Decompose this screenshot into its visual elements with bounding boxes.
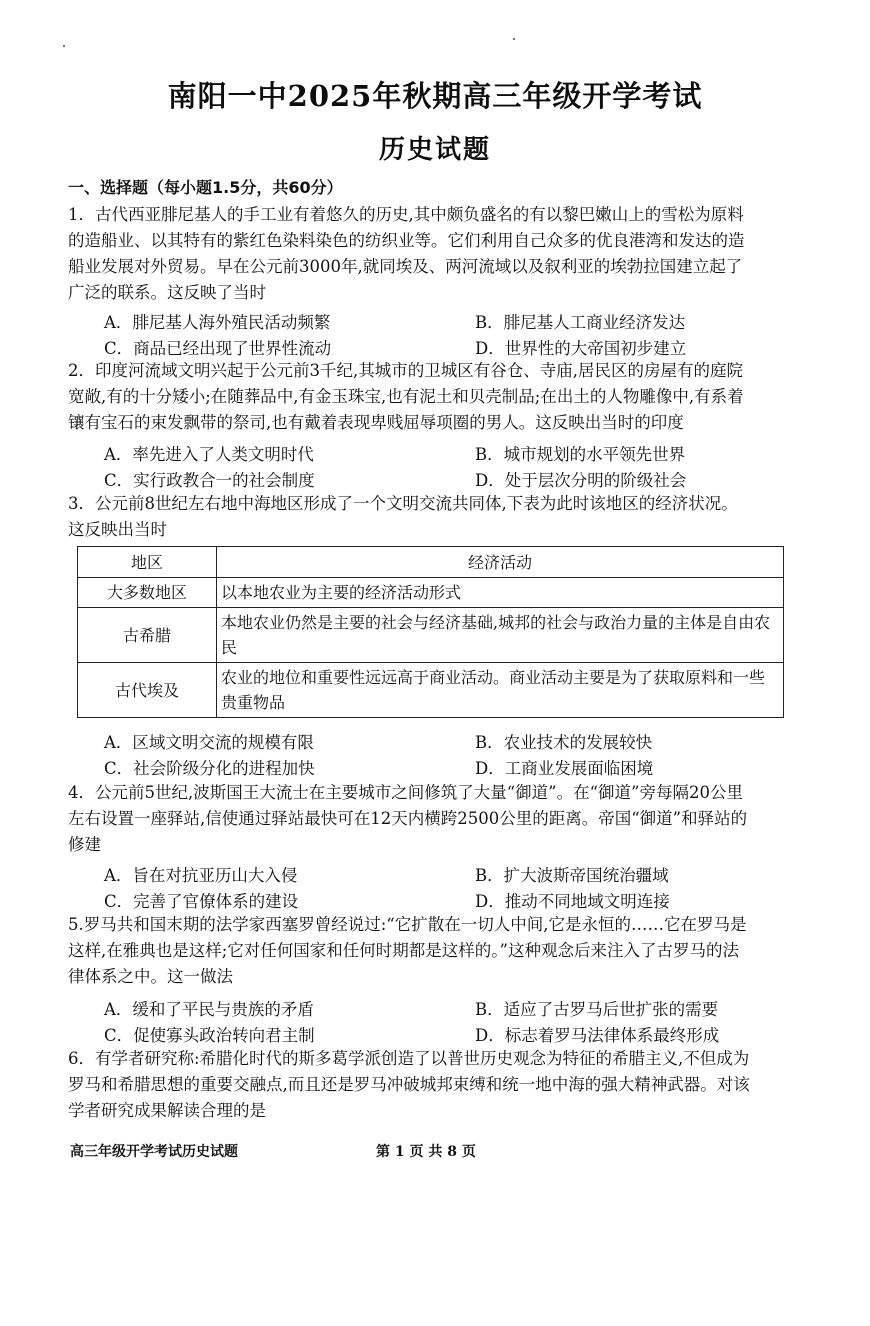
question-5-option-b: B．适应了古罗马后世扩张的需要	[475, 1000, 719, 1019]
table-header-row	[78, 547, 784, 578]
question-2-line: 镶有宝石的束发飘带的祭司,也有戴着表现卑贱屈辱项圈的男人。这反映出当时的印度	[68, 413, 684, 432]
question-1-line: 的造船业、以其特有的紫红色染料染色的纺织业等。它们利用自己众多的优良港湾和发达的造	[68, 231, 745, 250]
footer-exam-name: 高三年级开学考试历史试题	[70, 1144, 238, 1160]
question-1-option-a: A．腓尼基人海外殖民活动频繁	[104, 313, 331, 332]
question-5-option-a: A．缓和了平民与贵族的矛盾	[104, 1000, 314, 1019]
question-5-option-d: D．标志着罗马法律体系最终形成	[475, 1026, 720, 1045]
table-header-activity: 经济活动	[217, 547, 784, 578]
question-4-option-c: C．完善了官僚体系的建设	[104, 892, 299, 911]
question-2-option-c: C．实行政教合一的社会制度	[104, 471, 315, 490]
question-1-option-c: C．商品已经出现了世界性流动	[104, 339, 332, 358]
table-cell-activity: 以本地农业为主要的经济活动形式	[217, 578, 784, 608]
question-2-line: 宽敞,有的十分矮小;在随葬品中,有金玉珠宝,也有泥土和贝壳制品;在出土的人物雕像中,有系着	[68, 387, 744, 406]
question-3-option-c: C．社会阶级分化的进程加快	[104, 759, 315, 778]
question-3-option-b: B．农业技术的发展较快	[475, 733, 653, 752]
question-2-option-d: D．处于层次分明的阶级社会	[475, 471, 687, 490]
question-4-line: 修建	[68, 835, 101, 854]
exam-subtitle: 历史试题	[378, 135, 491, 165]
question-6-line: 6．有学者研究称:希腊化时代的斯多葛学派创造了以普世历史观念为特征的希腊主义,不但成为	[68, 1049, 750, 1068]
question-1-line: 船业发展对外贸易。早在公元前3000年,就同埃及、两河流域以及叙利亚的埃勃拉国建立起了	[68, 257, 743, 276]
question-6-line: 学者研究成果解读合理的是	[68, 1101, 266, 1120]
table-cell-region: 大多数地区	[78, 578, 217, 608]
exam-title: 南阳一中2025年秋期高三年级开学考试	[167, 79, 703, 113]
question-4-line: 4．公元前5世纪,波斯国王大流士在主要城市之间修筑了大量“御道”。在“御道”旁每隔20公里	[68, 783, 743, 802]
question-4-option-b: B．扩大波斯帝国统治疆域	[475, 866, 669, 885]
question-5-option-c: C．促使寡头政治转向君主制	[104, 1026, 315, 1045]
question-1-line: 1．古代西亚腓尼基人的手工业有着悠久的历史,其中颇负盛名的有以黎巴嫩山上的雪松为原料	[68, 205, 744, 224]
table-row	[78, 608, 784, 663]
question-1-line: 广泛的联系。这反映了当时	[68, 283, 266, 302]
table-cell-activity: 本地农业仍然是主要的社会与经济基础,城邦的社会与政治力量的主体是自由农民	[217, 608, 784, 663]
table-header-region: 地区	[78, 547, 217, 578]
table-row	[78, 578, 784, 608]
table-cell-region: 古希腊	[78, 608, 217, 663]
question-3-option-d: D．工商业发展面临困境	[475, 759, 654, 778]
question-3-option-a: A．区域文明交流的规模有限	[104, 733, 314, 752]
table-row	[78, 663, 784, 718]
question-1-option-b: B．腓尼基人工商业经济发达	[475, 313, 686, 332]
question-4-option-a: A．旨在对抗亚历山大入侵	[104, 866, 298, 885]
section-heading: 一、选择题（每小题1.5分，共60分）	[68, 178, 343, 197]
question-4-line: 左右设置一座驿站,信使通过驿站最快可在12天内横跨2500公里的距离。帝国“御道”和驿站的	[68, 809, 748, 828]
scan-speck	[513, 38, 515, 40]
question-3-line: 这反映出当时	[68, 520, 167, 539]
question-5-line: 5.罗马共和国末期的法学家西塞罗曾经说过:“它扩散在一切人中间,它是永恒的……它在罗马是	[68, 915, 747, 934]
economy-table	[77, 546, 784, 718]
question-2-line: 2．印度河流域文明兴起于公元前3千纪,其城市的卫城区有谷仓、寺庙,居民区的房屋有的庭院	[68, 361, 743, 380]
question-4-option-d: D．推动不同地域文明连接	[475, 892, 670, 911]
question-5-line: 这样,在雅典也是这样;它对任何国家和任何时期都是这样的。”这种观念后来注入了古罗马的法	[68, 941, 739, 960]
question-3-line: 3．公元前8世纪左右地中海地区形成了一个文明交流共同体,下表为此时该地区的经济状况。	[68, 494, 738, 513]
table-cell-region: 古代埃及	[78, 663, 217, 718]
footer-page-number: 第 1 页 共 8 页	[376, 1144, 476, 1160]
question-2-option-a: A．率先进入了人类文明时代	[104, 445, 314, 464]
question-1-option-d: D．世界性的大帝国初步建立	[475, 339, 687, 358]
question-6-line: 罗马和希腊思想的重要交融点,而且还是罗马冲破城邦束缚和统一地中海的强大精神武器。对该	[68, 1075, 750, 1094]
question-2-option-b: B．城市规划的水平领先世界	[475, 445, 686, 464]
scan-speck	[63, 45, 65, 47]
question-5-line: 律体系之中。这一做法	[68, 967, 233, 986]
table-cell-activity: 农业的地位和重要性远远高于商业活动。商业活动主要是为了获取原料和一些贵重物品	[217, 663, 784, 718]
